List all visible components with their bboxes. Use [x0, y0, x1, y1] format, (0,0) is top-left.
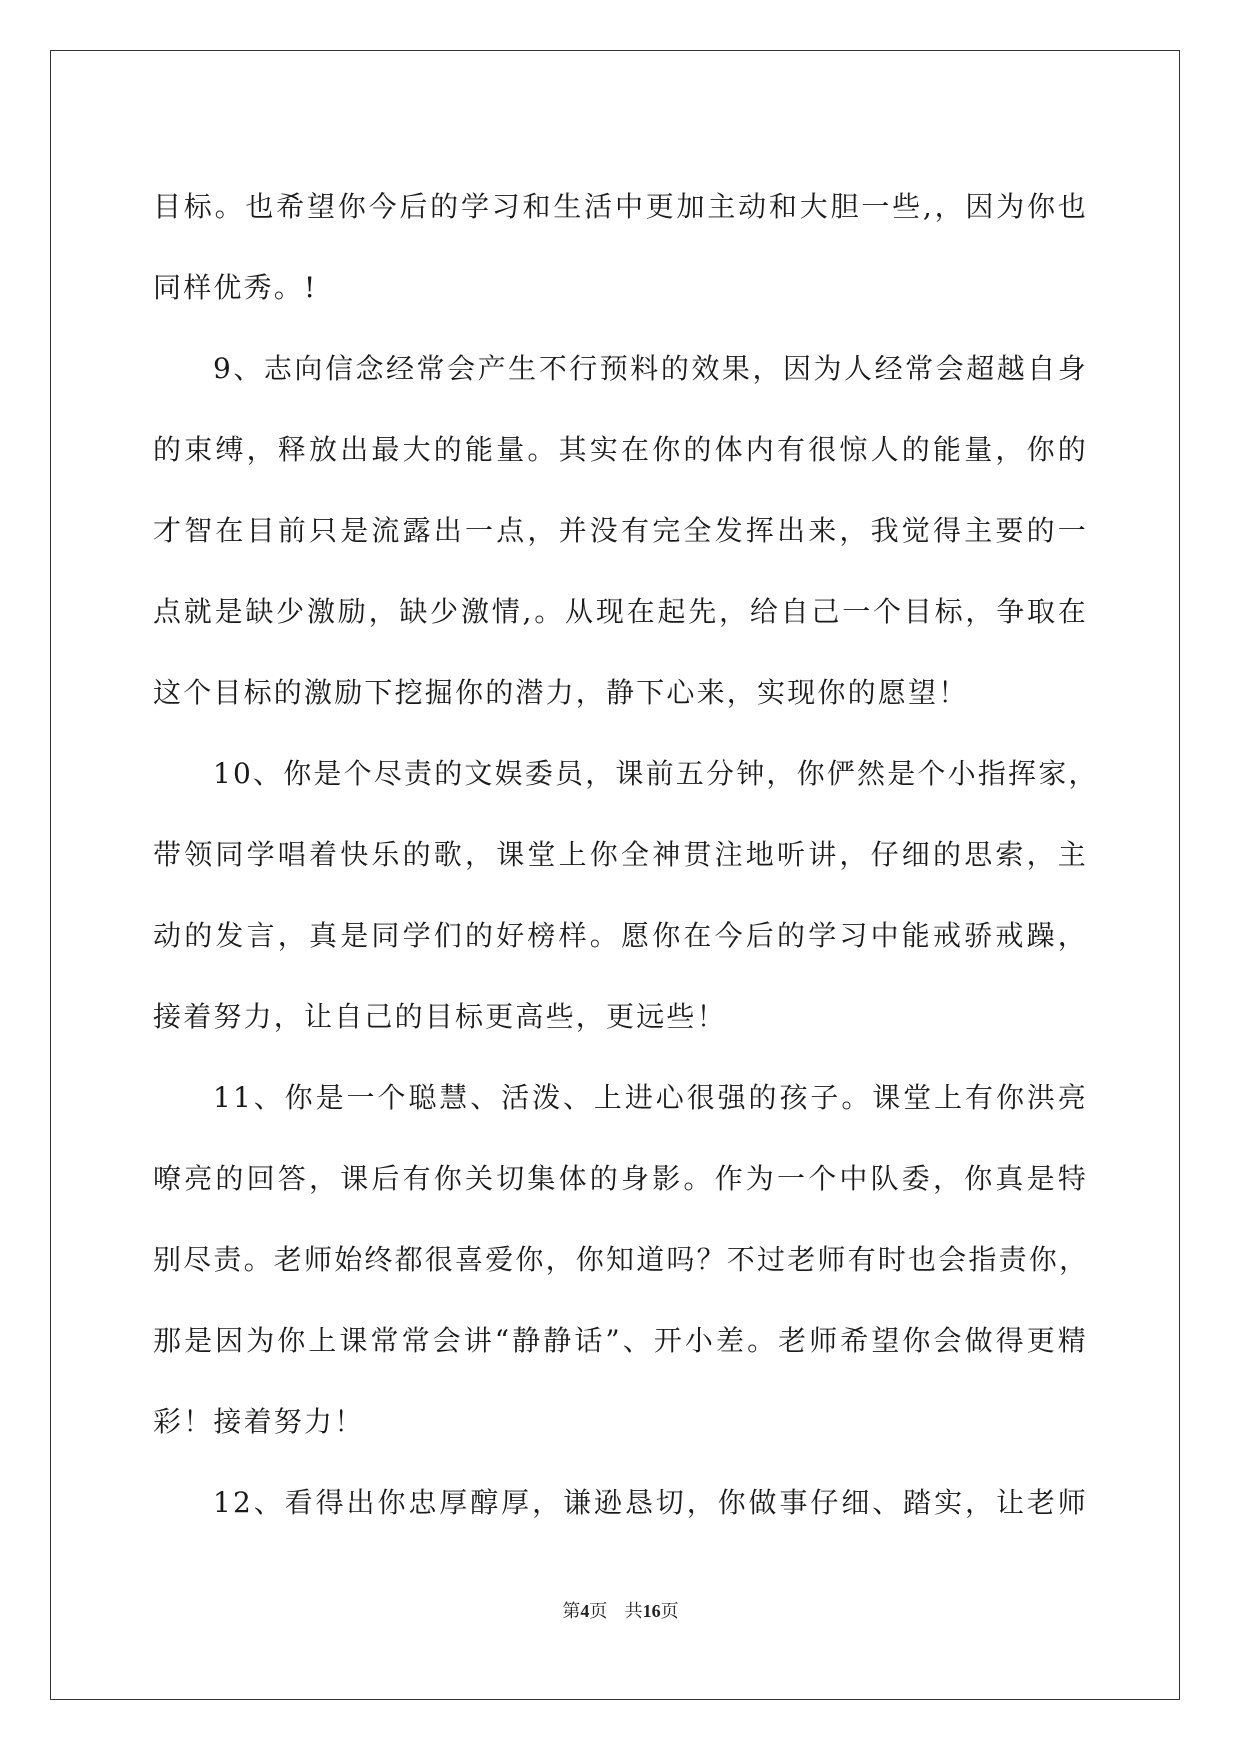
text-line: 带领同学唱着快乐的歌，课堂上你全神贯注地听讲，仔细的思索，主	[153, 838, 1088, 871]
text-line: 嘹亮的回答，课后有你关切集体的身影。作为一个中队委，你真是特	[153, 1162, 1088, 1195]
page-footer	[0, 1597, 1241, 1623]
text-line: 别尽责。老师始终都很喜爱你，你知道吗？不过老师有时也会指责你，	[153, 1243, 1090, 1276]
footer-total-suffix: 页	[660, 1601, 679, 1622]
text-line: 动的发言，真是同学们的好榜样。愿你在今后的学习中能戒骄戒躁，	[153, 919, 1088, 952]
text-line: 点就是缺少激励，缺少激情,。从现在起先，给自己一个目标，争取在	[153, 595, 1088, 628]
footer-total-prefix: 共	[624, 1601, 643, 1622]
text-line: 那是因为你上课常常会讲“静静话”、开小差。老师希望你会做得更精	[153, 1324, 1088, 1357]
text-line: 接着努力，让自己的目标更高些，更远些！	[153, 1000, 727, 1033]
text-line: 才智在目前只是流露出一点，并没有完全发挥出来，我觉得主要的一	[153, 514, 1088, 547]
text-line: 这个目标的激励下挖掘你的潜力，静下心来，实现你的愿望！	[153, 676, 969, 709]
text-line: 的束缚，释放出最大的能量。其实在你的体内有很惊人的能量，你的	[153, 433, 1088, 466]
current-page-number: 4	[580, 1601, 590, 1621]
paragraph-11-start: 11、你是一个聪慧、活泼、上进心很强的孩子。课堂上有你洪亮	[213, 1081, 1088, 1114]
footer-page-word: 页	[589, 1601, 608, 1622]
paragraph-9-start: 9、志向信念经常会产生不行预料的效果，因为人经常会超越自身	[213, 352, 1088, 385]
paragraph-12-start: 12、看得出你忠厚醇厚，谦逊恳切，你做事仔细、踏实，让老师	[213, 1486, 1088, 1519]
text-line: 同样优秀。!	[153, 271, 318, 304]
document-body	[153, 166, 1099, 1543]
text-line: 目标。也希望你今后的学习和生活中更加主动和大胆一些,，因为你也	[153, 190, 1088, 223]
footer-prefix: 第	[562, 1601, 581, 1622]
total-pages-number: 16	[642, 1601, 661, 1621]
paragraph-10-start: 10、你是个尽责的文娱委员，课前五分钟，你俨然是个小指挥家，	[213, 757, 1099, 790]
text-line: 彩！接着努力！	[153, 1405, 365, 1438]
